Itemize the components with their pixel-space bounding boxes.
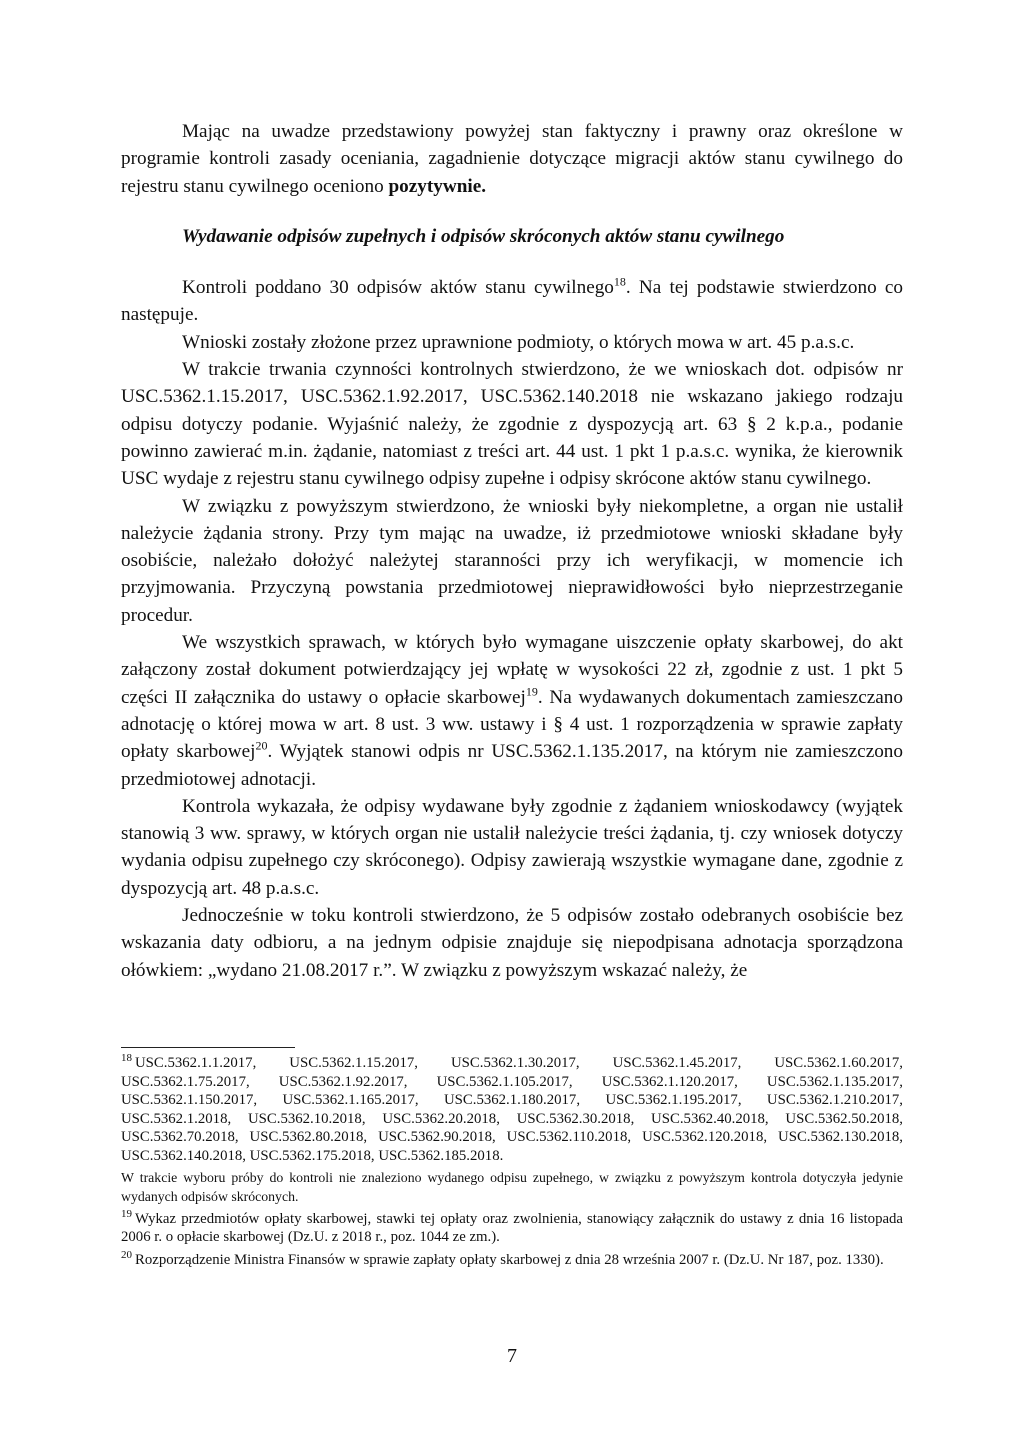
paragraph-incomplete-applications: W związku z powyższym stwierdzono, że wnioski były niekompletne, a organ nie ustalił należycie żądania strony. Przy tym mając na uwadze, iż przedmiotowe wnioski składane były osobiście, należało dołożyć należytej staranności przy ich weryfikacji, w momencie ich przyjmowania. Przyczyną powstania przedmiotowej nieprawidłowości było nieprzestrzeganie procedur. [121,495,903,626]
footnote-18-note: W trakcie wyboru próby do kontroli nie znaleziono wydanego odpisu zupełnego, w związku z powyższym kontrola dotyczyła jedynie wydanych odpisów skróconych. [121,1169,903,1204]
footnote-18-text: USC.5362.1.1.2017, USC.5362.1.15.2017, USC.5362.1.30.2017, USC.5362.1.45.2017, USC.5362.1.60.2017, USC.5362.1.75.2017, USC.5362.1.92.2017, USC.5362.1.105.2017, USC.5362.1.120.2017, USC.5362.1.135.2017, USC.5362.1.150.2017, USC.5362.1.165.2017, USC.5362.1.180.2017, USC.5362.1.195.2017, USC.5362.1.210.2017, USC.5362.1.2018, USC.5362.10.2018, USC.5362.20.2018, USC.5362.30.2018, USC.5362.40.2018, USC.5362.50.2018, USC.5362.70.2018, USC.5362.80.2018, USC.5362.90.2018, USC.5362.110.2018, USC.5362.120.2018, USC.5362.130.2018, USC.5362.140.2018, USC.5362.175.2018, USC.5362.185.2018. [121,1055,903,1164]
footnote-ref-18: 18 [613,274,626,289]
paragraph-scope [121,274,903,329]
paragraph-scope-text-end: . Na tej podstawie stwierdzono co następuje. [121,277,903,326]
paragraph-collection: Jednocześnie w toku kontroli stwierdzono, że 5 odpisów zostało odebranych osobiście bez wskazania daty odbioru, a na jednym odpisie znajduje się niepodpisana adnotacja sporządzona ołówkiem: „wydano 21.08.2017 r.”. W związku z powyższym wskazać należy, że [121,905,903,981]
paragraph-stamp-duty-text-a: We wszystkich sprawach, w których było wymagane uiszczenie opłaty skarbowej, do akt załączony został dokument potwierdzający jej wpłatę w wysokości 22 zł, zgodnie z ust. 1 pkt 5 części II załącznika do ustawy o opłacie skarbowej [121,632,903,708]
footnotes [121,1054,903,1269]
footnote-18-marker: 18 [121,1052,132,1065]
paragraph-conclusion [121,118,903,200]
section-heading: Wydawanie odpisów zupełnych i odpisów skróconych aktów stanu cywilnego [182,225,785,247]
page-number: 7 [507,1345,517,1367]
assessment-result: pozytywnie. [388,175,487,197]
footnote-19 [121,1207,903,1247]
paragraph-stamp-duty-text-c: . Wyjątek stanowi odpis nr USC.5362.1.135.2017, na którym nie zamieszczono przedmiotowej adnotacji. [121,741,903,790]
footnote-ref-19: 19 [525,684,538,699]
footnote-19-marker: 19 [121,1207,132,1220]
footnote-19-text: Wykaz przedmiotów opłaty skarbowej, stawki tej opłaty oraz zwolnienia, stanowiący załącznik do ustawy z dnia 16 listopada 2006 r. o opłacie skarbowej (Dz.U. z 2018 r., poz. 1044 ze zm.). [121,1210,903,1246]
paragraph-stamp-duty [121,629,903,793]
footnote-20-text: Rozporządzenie Ministra Finansów w sprawie zapłaty opłaty skarbowej z dnia 28 września 2007 r. (Dz.U. Nr 187, poz. 1330). [135,1251,884,1268]
paragraph-applicants: Wnioski zostały złożone przez uprawnione podmioty, o których mowa w art. 45 p.a.s.c. [182,331,855,353]
paragraph-compliance: Kontrola wykazała, że odpisy wydawane były zgodnie z żądaniem wnioskodawcy (wyjątek stanowią 3 ww. sprawy, w których organ nie ustalił należycie treści żądania, tj. czy wniosek dotyczy wydania odpisu zupełnego czy skróconego). Odpisy zawierają wszystkie wymagane dane, zgodnie z dyspozycją art. 48 p.a.s.c. [121,795,903,899]
paragraph-conclusion-text: Mając na uwadze przedstawiony powyżej stan faktyczny i prawny oraz określone w programie kontroli zasady oceniania, zagadnienie dotyczące migracji aktów stanu cywilnego do rejestru stanu cywilnego oceniono [121,121,903,197]
paragraph-stamp-duty-text-b: . Na wydawanych dokumentach zamieszczano adnotację o której mowa w art. 8 ust. 3 ww. ustawy i § 4 ust. 1 rozporządzenia w sprawie zapłaty opłaty skarbowej [121,686,903,763]
footnote-separator [121,1047,295,1048]
paragraph-findings: W trakcie trwania czynności kontrolnych stwierdzono, że we wnioskach dot. odpisów nr USC.5362.1.15.2017, USC.5362.1.92.2017, USC.5362.140.2018 nie wskazano jakiego rodzaju odpisu dotyczy podanie. Wyjaśnić należy, że zgodnie z dyspozycją art. 63 § 2 k.p.a., podanie powinno zawierać m.in. żądanie, natomiast z treści art. 44 ust. 1 pkt 1 p.a.s.c. wynika, że kierownik USC wydaje z rejestru stanu cywilnego odpisy zupełne i odpisy skrócone aktów stanu cywilnego. [121,359,903,490]
footnote-20 [121,1248,903,1270]
paragraph-scope-text: Kontroli poddano 30 odpisów aktów stanu cywilnego [182,277,614,299]
footnote-ref-20: 20 [255,738,268,753]
footnote-20-marker: 20 [121,1248,132,1261]
footnote-18 [121,1054,903,1166]
body-text [121,118,903,984]
